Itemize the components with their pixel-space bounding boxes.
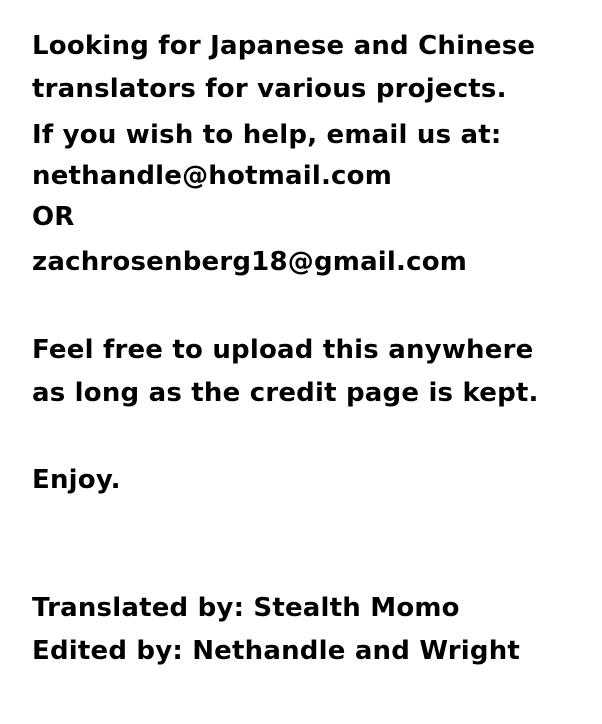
- notice-line-2: as long as the credit page is kept.: [32, 378, 539, 408]
- email-address-2: zachrosenberg18@gmail.com: [32, 247, 468, 277]
- recruitment-line-2: translators for various projects.: [32, 74, 507, 104]
- recruitment-line-3: If you wish to help, email us at:: [32, 120, 502, 150]
- or-separator: OR: [32, 202, 75, 232]
- closing-text: Enjoy.: [32, 465, 121, 495]
- translator-credit: Translated by: Stealth Momo: [32, 593, 460, 623]
- notice-line-1: Feel free to upload this anywhere: [32, 335, 534, 365]
- recruitment-line-1: Looking for Japanese and Chinese: [32, 31, 536, 61]
- editor-credit: Edited by: Nethandle and Wright: [32, 636, 521, 666]
- email-address-1: nethandle@hotmail.com: [32, 161, 392, 191]
